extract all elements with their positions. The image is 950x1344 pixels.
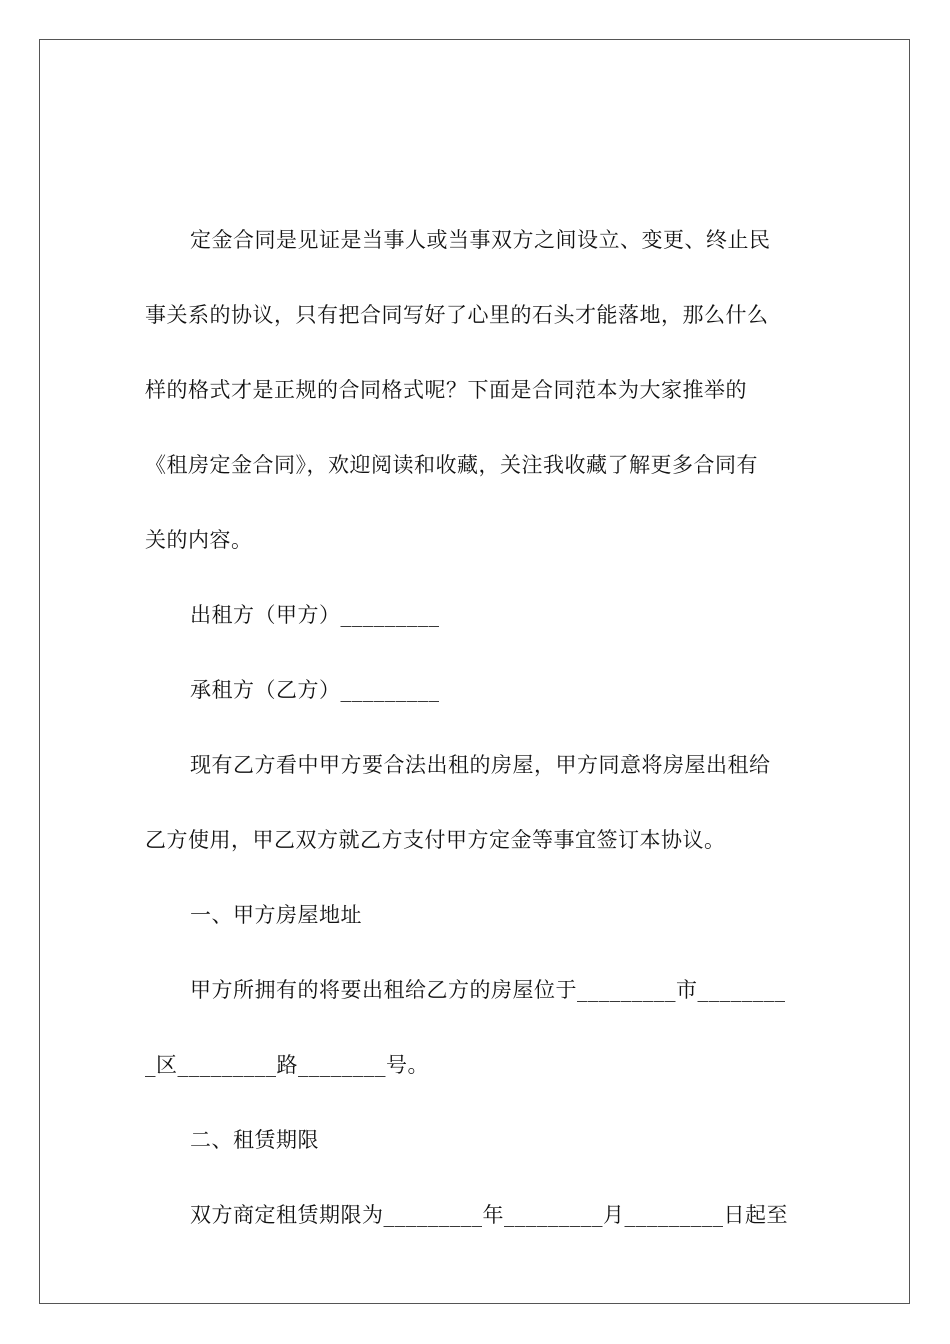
text-line: 双方商定租赁期限为_________年_________月_________日起至 bbox=[190, 1203, 788, 1227]
section-heading-term bbox=[145, 1103, 810, 1178]
text-line: 承租方（乙方）_________ bbox=[190, 678, 440, 702]
lessor-line bbox=[145, 578, 810, 653]
text-line: 出租方（甲方）_________ bbox=[190, 603, 440, 627]
section-heading: 二、租赁期限 bbox=[190, 1128, 319, 1152]
document-body bbox=[145, 203, 810, 1253]
lessee-line bbox=[145, 653, 810, 728]
agreement-paragraph bbox=[145, 728, 810, 878]
text-line: 样的格式才是正规的合同格式呢？下面是合同范本为大家推举的 bbox=[145, 378, 747, 402]
text-line: 甲方所拥有的将要出租给乙方的房屋位于_________市________ bbox=[190, 978, 786, 1002]
section-heading: 一、甲方房屋地址 bbox=[190, 903, 362, 927]
text-line: _区_________路________号。 bbox=[145, 1053, 429, 1077]
text-line: 关的内容。 bbox=[145, 528, 253, 552]
address-paragraph bbox=[145, 953, 810, 1103]
text-line: 事关系的协议，只有把合同写好了心里的石头才能落地，那么什么 bbox=[145, 303, 769, 327]
text-line: 《租房定金合同》，欢迎阅读和收藏，关注我收藏了解更多合同有 bbox=[145, 453, 758, 477]
text-line: 乙方使用，甲乙双方就乙方支付甲方定金等事宜签订本协议。 bbox=[145, 828, 726, 852]
text-line: 现有乙方看中甲方要合法出租的房屋，甲方同意将房屋出租给 bbox=[190, 753, 771, 777]
text-line: 定金合同是见证是当事人或当事双方之间设立、变更、终止民 bbox=[190, 228, 771, 252]
term-paragraph bbox=[145, 1178, 810, 1253]
section-heading-address bbox=[145, 878, 810, 953]
intro-paragraph bbox=[145, 203, 810, 578]
